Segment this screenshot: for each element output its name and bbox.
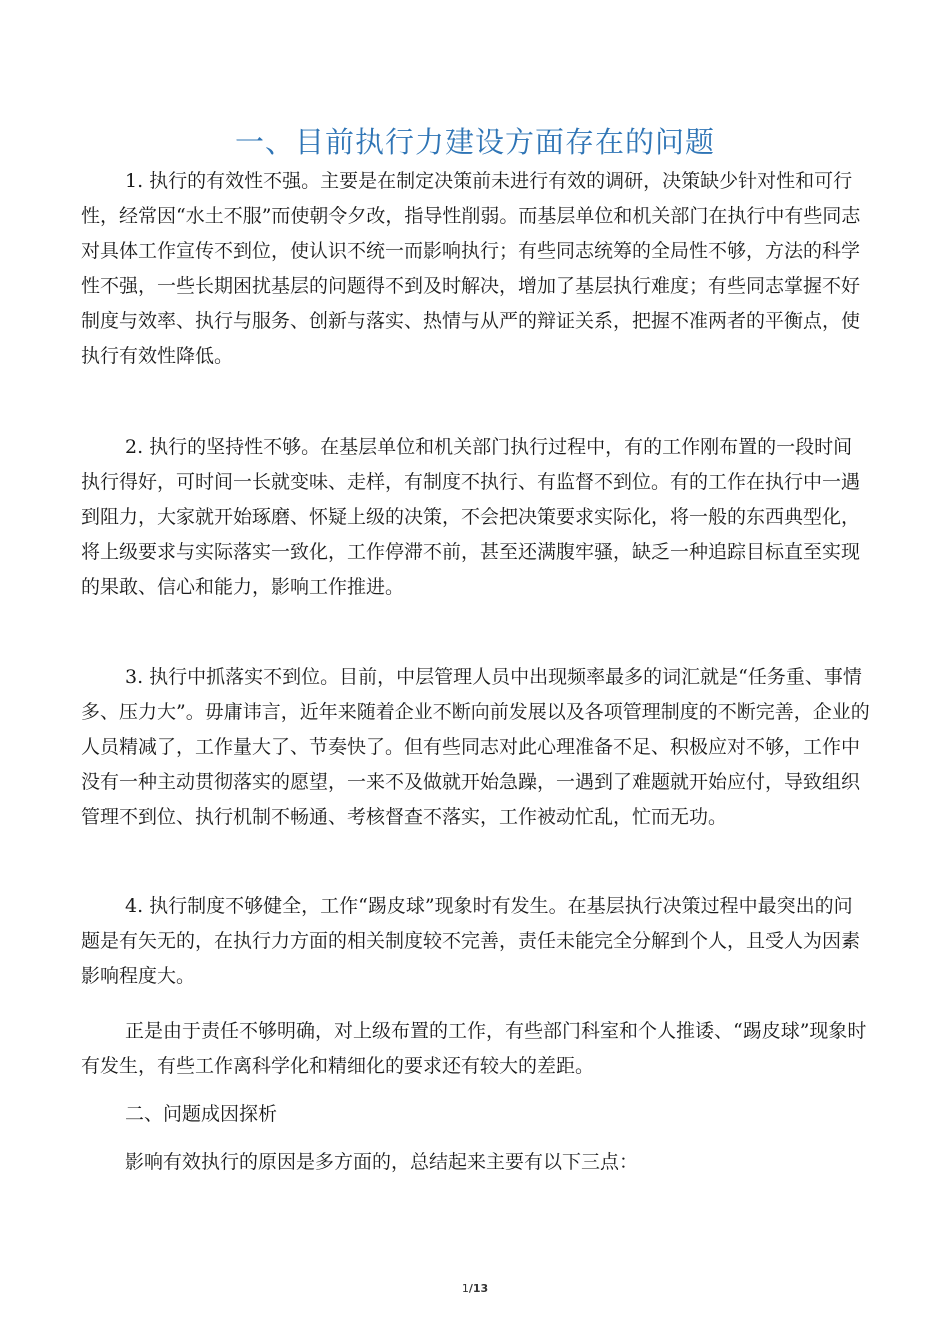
paragraph-5: 正是由于责任不够明确，对上级布置的工作，有些部门科室和个人推诿、“踢皮球”现象时有发生，有些工作离科学化和精细化的要求还有较大的差距。 (81, 1020, 867, 1077)
current-page: 1 (461, 1282, 469, 1295)
paragraph-3: 3. 执行中抓落实不到位。目前，中层管理人员中出现频率最多的词汇就是“任务重、事情多、压力大”。毋庸讳言，近年来随着企业不断向前发展以及各项管理制度的不断完善，企业的人员精减了，工作量大了、节奏快了。但有些同志对此心理准备不足、积极应对不够，工作中没有一种主动贯彻落实的愿望，一来不及做就开始急躁，一遇到了难题就开始应付，导致组织管理不到位、执行机制不畅通、考核督查不落实，工作被动忙乱，忙而无功。 (81, 666, 870, 828)
paragraph-6: 影响有效执行的原因是多方面的，总结起来主要有以下三点： (125, 1151, 639, 1173)
paragraph-4: 4. 执行制度不够健全，工作“踢皮球”现象时有发生。在基层执行决策过程中最突出的问题是有矢无的，在执行力方面的相关制度较不完善，责任未能完全分解到个人，且受人为因素影响程度大。 (81, 895, 861, 987)
total-pages: /13 (468, 1282, 489, 1295)
section-title: 一、目前执行力建设方面存在的问题 (234, 125, 715, 160)
paragraph-1: 1. 执行的有效性不强。主要是在制定决策前未进行有效的调研，决策缺少针对性和可行性，经常因“水土不服”而使朝令夕改，指导性削弱。而基层单位和机关部门在执行中有些同志对具体工作宣传不到位，使认识不统一而影响执行；有些同志统筹的全局性不够，方法的科学性不强，一些长期困扰基层的问题得不到及时解决，增加了基层执行难度；有些同志掌握不好制度与效率、执行与服务、创新与落实、热情与从严的辩证关系，把握不准两者的平衡点，使执行有效性降低。 (81, 170, 861, 367)
paragraph-2: 2. 执行的坚持性不够。在基层单位和机关部门执行过程中，有的工作刚布置的一段时间执行得好，可时间一长就变味、走样，有制度不执行、有监督不到位。有的工作在执行中一遇到阻力，大家就开始琢磨、怀疑上级的决策，不会把决策要求实际化，将一般的东西典型化，将上级要求与实际落实一致化，工作停滞不前，甚至还满腹牢骚，缺乏一种追踪目标直至实现的果敢、信心和能力，影响工作推进。 (81, 436, 861, 598)
page-number (0, 1282, 950, 1295)
section-heading-2: 二、问题成因探析 (125, 1103, 278, 1125)
